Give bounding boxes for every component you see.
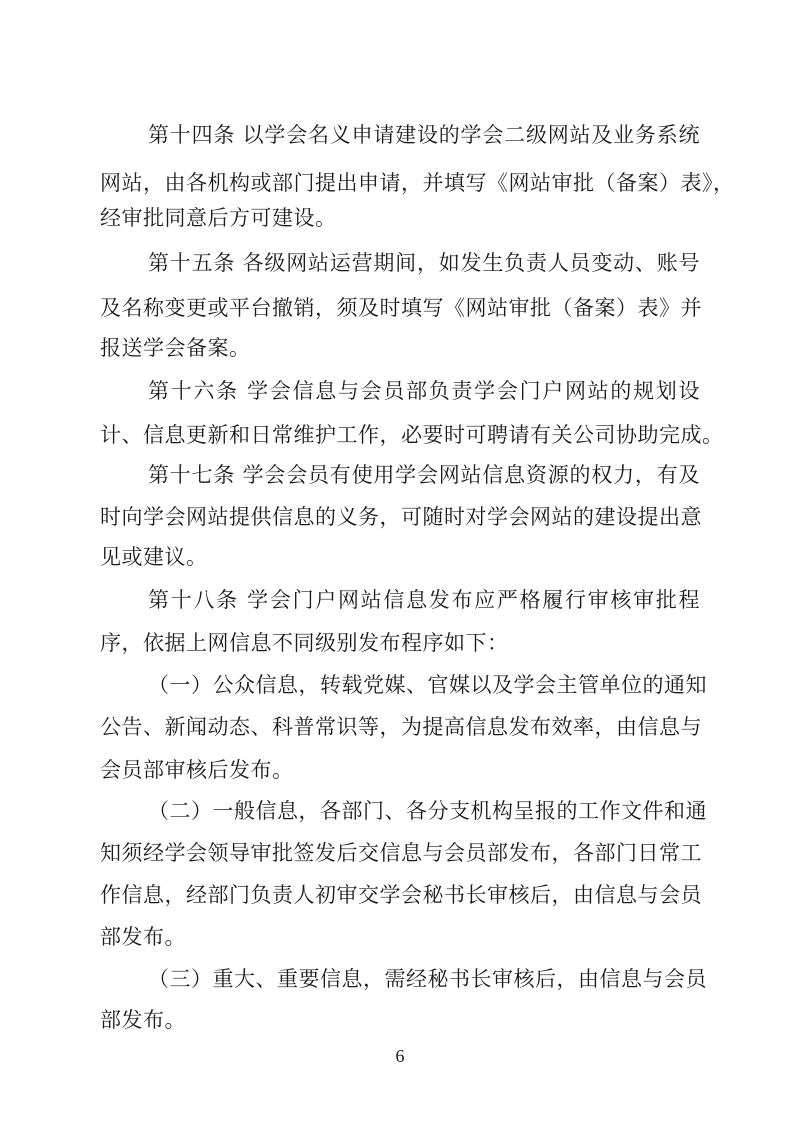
paragraph-15-line-2: 及名称变更或平台撤销，须及时填写《网站审批（备案）表》并 bbox=[100, 296, 702, 320]
item-2-line-4: 部发布。 bbox=[100, 925, 186, 949]
item-1-line-3: 会员部审核后发布。 bbox=[100, 758, 294, 782]
paragraph-14-line-3: 经审批同意后方可建设。 bbox=[100, 206, 337, 230]
item-1-line-1: （一）公众信息，转载党媒、官媒以及学会主管单位的通知 bbox=[148, 673, 707, 697]
item-3-line-1: （三）重大、重要信息，需经秘书长审核后，由信息与会员 bbox=[148, 967, 707, 991]
paragraph-17-line-1: 第十七条 学会会员有使用学会网站信息资源的权力，有及 bbox=[148, 463, 700, 487]
paragraph-15-line-3: 报送学会备案。 bbox=[100, 336, 251, 360]
item-3-line-2: 部发布。 bbox=[100, 1008, 186, 1032]
paragraph-16-line-2: 计、信息更新和日常维护工作，必要时可聘请有关公司协助完成。 bbox=[100, 423, 724, 447]
paragraph-18-line-2: 序，依据上网信息不同级别发布程序如下： bbox=[100, 631, 509, 655]
item-2-line-3: 作信息，经部门负责人初审交学会秘书长审核后，由信息与会员 bbox=[100, 883, 702, 907]
paragraph-14-line-1: 第十四条 以学会名义申请建设的学会二级网站及业务系统 bbox=[148, 123, 700, 147]
page-number: 6 bbox=[395, 1046, 405, 1066]
item-1-line-2: 公告、新闻动态、科普常识等，为提高信息发布效率，由信息与 bbox=[100, 715, 702, 739]
paragraph-17-line-3: 见或建议。 bbox=[100, 545, 208, 569]
paragraph-16-line-1: 第十六条 学会信息与会员部负责学会门户网站的规划设 bbox=[148, 379, 700, 403]
paragraph-17-line-2: 时向学会网站提供信息的义务，可随时对学会网站的建设提出意 bbox=[100, 505, 702, 529]
item-2-line-2: 知须经学会领导审批签发后交信息与会员部发布，各部门日常工 bbox=[100, 841, 702, 865]
paragraph-18-line-1: 第十八条 学会门户网站信息发布应严格履行审核审批程 bbox=[148, 588, 700, 612]
paragraph-14-line-2: 网站，由各机构或部门提出申请，并填写《网站审批（备案）表》， bbox=[100, 171, 735, 195]
paragraph-15-line-1: 第十五条 各级网站运营期间，如发生负责人员变动、账号 bbox=[148, 251, 700, 275]
item-2-line-1: （二）一般信息，各部门、各分支机构呈报的工作文件和通 bbox=[148, 799, 707, 823]
